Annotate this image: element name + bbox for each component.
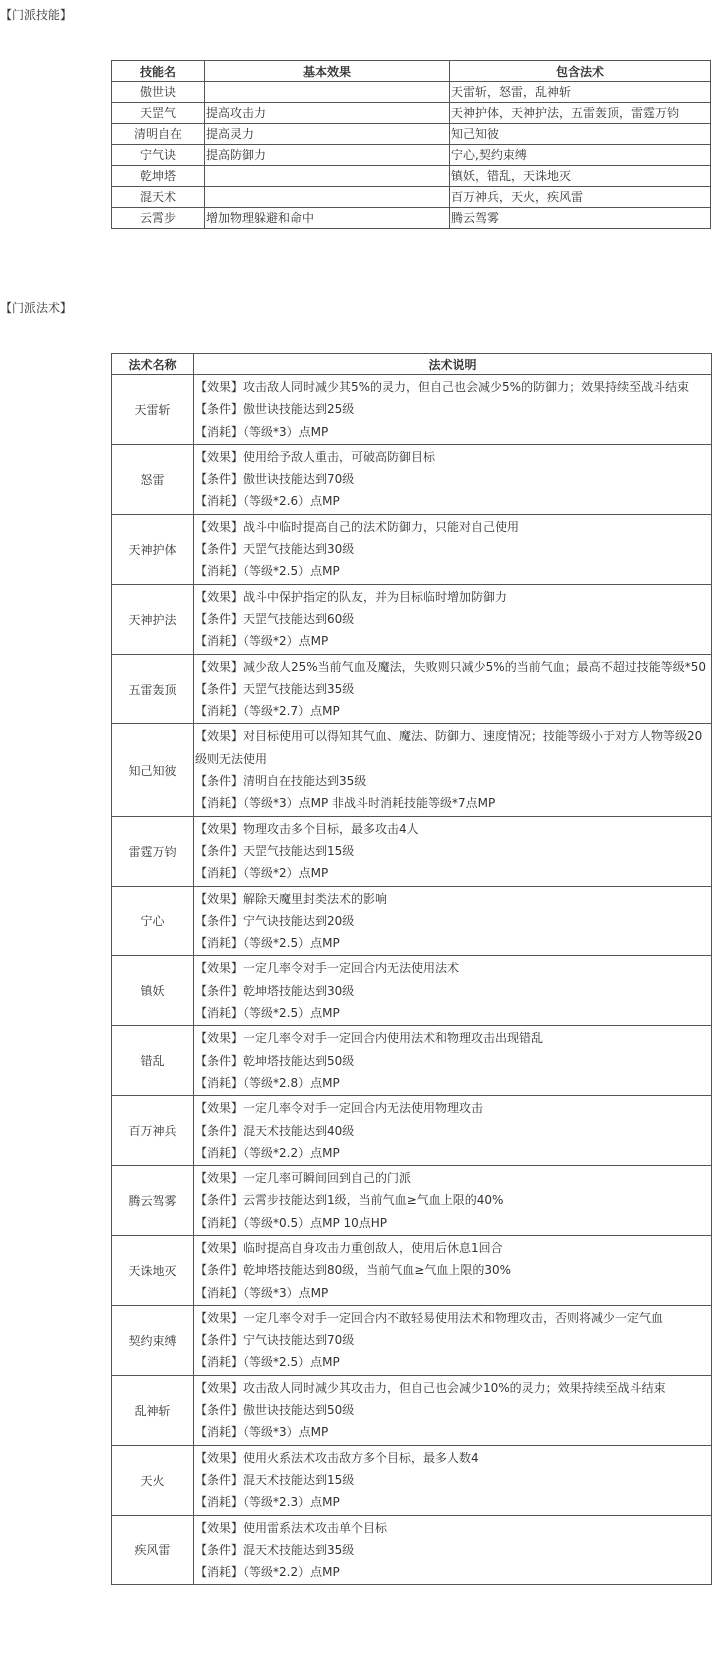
- spell-description-line: 【条件】天罡气技能达到35级: [195, 681, 355, 696]
- skill-row: [112, 124, 711, 145]
- spell-description-cell: [194, 514, 712, 584]
- skill-name-cell: 乾坤塔: [112, 166, 205, 187]
- spell-description-cell: [194, 444, 712, 514]
- spell-description-cell: [194, 375, 712, 445]
- spells-table: [111, 353, 712, 1585]
- spell-row: [112, 1235, 712, 1305]
- spell-row: [112, 514, 712, 584]
- spell-description-line: 【效果】对目标使用可以得知其气血、魔法、防御力、速度情况；技能等级小于对方人物等级20级则无法使用: [195, 729, 703, 766]
- spell-description-line: 【条件】乾坤塔技能达到30级: [195, 983, 355, 998]
- skill-spells-cell: 知己知彼: [450, 124, 711, 145]
- spell-row: [112, 886, 712, 956]
- spell-description-cell: [194, 1235, 712, 1305]
- spells-header-row: [112, 354, 712, 375]
- spell-description-cell: [194, 1166, 712, 1236]
- spell-description-line: 【效果】一定几率可瞬间回到自己的门派: [195, 1171, 412, 1186]
- spell-description-line: 【效果】临时提高自身攻击力重创敌人，使用后休息1回合: [195, 1240, 503, 1255]
- spell-name-cell: 契约束缚: [112, 1305, 194, 1375]
- skill-row: [112, 103, 711, 124]
- skill-name-cell: 宁气诀: [112, 145, 205, 166]
- spell-description-line: 【条件】宁气诀技能达到20级: [195, 913, 355, 928]
- skill-row: [112, 166, 711, 187]
- skill-name-cell: 傲世诀: [112, 82, 205, 103]
- skill-effect-cell: [205, 166, 450, 187]
- spell-description-cell: [194, 1445, 712, 1515]
- spell-description-cell: [194, 816, 712, 886]
- spell-row: [112, 584, 712, 654]
- spell-description-cell: [194, 886, 712, 956]
- spell-description-line: 【消耗】（等级*2.5）点MP: [195, 1006, 340, 1021]
- spell-description-cell: [194, 1515, 712, 1585]
- skills-heading: 【门派技能】: [0, 8, 73, 22]
- spell-description-line: 【效果】一定几率令对手一定回合内无法使用法术: [195, 961, 460, 976]
- spell-description-line: 【消耗】（等级*2.5）点MP: [195, 936, 340, 951]
- spell-description-line: 【消耗】（等级*2.5）点MP: [195, 564, 340, 579]
- spell-row: [112, 444, 712, 514]
- spell-name-cell: 天神护体: [112, 514, 194, 584]
- spell-description-cell: [194, 724, 712, 816]
- spell-name-cell: 天火: [112, 1445, 194, 1515]
- spell-description-line: 【效果】一定几率令对手一定回合内无法使用物理攻击: [195, 1101, 484, 1116]
- spell-description-line: 【条件】混天术技能达到15级: [195, 1472, 355, 1487]
- skill-spells-cell: 宁心,契约束缚: [450, 145, 711, 166]
- spell-description-cell: [194, 1305, 712, 1375]
- spell-description-cell: [194, 1026, 712, 1096]
- header-spell-name: 法术名称: [112, 354, 194, 375]
- spell-description-line: 【效果】一定几率令对手一定回合内不敢轻易使用法术和物理攻击，否则将减少一定气血: [195, 1310, 664, 1325]
- skill-effect-cell: 提高攻击力: [205, 103, 450, 124]
- spell-name-cell: 宁心: [112, 886, 194, 956]
- spell-description-line: 【效果】使用火系法术攻击敌方多个目标，最多人数4: [195, 1450, 479, 1465]
- spell-description-line: 【条件】傲世诀技能达到70级: [195, 472, 355, 487]
- spell-description-line: 【消耗】（等级*2.6）点MP: [195, 494, 340, 509]
- skill-effect-cell: [205, 82, 450, 103]
- spell-name-cell: 天诛地灭: [112, 1235, 194, 1305]
- spell-description-line: 【条件】天罡气技能达到30级: [195, 542, 355, 557]
- spell-description-cell: [194, 1375, 712, 1445]
- skill-effect-cell: 提高灵力: [205, 124, 450, 145]
- spell-description-line: 【消耗】（等级*2.5）点MP: [195, 1355, 340, 1370]
- spell-description-line: 【消耗】（等级*2）点MP: [195, 634, 329, 649]
- skill-spells-cell: 镇妖，错乱，天诛地灭: [450, 166, 711, 187]
- skill-spells-cell: 百万神兵，天火，疾风雷: [450, 187, 711, 208]
- spell-description-line: 【条件】混天术技能达到40级: [195, 1123, 355, 1138]
- skills-table: [111, 60, 711, 229]
- spell-description-line: 【效果】战斗中临时提高自己的法术防御力，只能对自己使用: [195, 519, 520, 534]
- spell-description-cell: [194, 1096, 712, 1166]
- spell-name-cell: 五雷轰顶: [112, 654, 194, 724]
- spell-row: [112, 724, 712, 816]
- spell-description-line: 【条件】乾坤塔技能达到50级: [195, 1053, 355, 1068]
- spell-description-line: 【消耗】（等级*2.2）点MP: [195, 1145, 340, 1160]
- skill-effect-cell: [205, 187, 450, 208]
- spell-description-line: 【条件】天罡气技能达到60级: [195, 611, 355, 626]
- skill-row: [112, 145, 711, 166]
- spell-row: [112, 1026, 712, 1096]
- skill-spells-cell: 腾云驾雾: [450, 208, 711, 229]
- header-skill-name: 技能名: [112, 61, 205, 82]
- spell-description-cell: [194, 584, 712, 654]
- spell-row: [112, 1305, 712, 1375]
- spell-description-line: 【效果】一定几率令对手一定回合内使用法术和物理攻击出现错乱: [195, 1031, 544, 1046]
- spell-description-line: 【条件】云霄步技能达到1级，当前气血≥气血上限的40%: [195, 1193, 504, 1208]
- spell-row: [112, 1096, 712, 1166]
- spell-description-line: 【消耗】（等级*0.5）点MP 10点HP: [195, 1215, 388, 1230]
- spells-heading: 【门派法术】: [0, 301, 73, 315]
- spell-description-line: 【消耗】（等级*2.2）点MP: [195, 1565, 340, 1580]
- spell-row: [112, 816, 712, 886]
- spell-row: [112, 375, 712, 445]
- skill-row: [112, 208, 711, 229]
- spell-description-line: 【消耗】（等级*2.3）点MP: [195, 1495, 340, 1510]
- spell-name-cell: 腾云驾雾: [112, 1166, 194, 1236]
- header-included-spells: 包含法术: [450, 61, 711, 82]
- spell-description-line: 【条件】清明自在技能达到35级: [195, 774, 367, 789]
- skill-effect-cell: 提高防御力: [205, 145, 450, 166]
- spell-description-line: 【条件】乾坤塔技能达到80级，当前气血≥气血上限的30%: [195, 1263, 511, 1278]
- skill-spells-cell: 天神护体，天神护法，五雷轰顶，雷霆万钧: [450, 103, 711, 124]
- spell-description-line: 【消耗】（等级*2.7）点MP: [195, 704, 340, 719]
- spell-description-line: 【条件】傲世诀技能达到50级: [195, 1403, 355, 1418]
- spell-name-cell: 乱神斩: [112, 1375, 194, 1445]
- skill-effect-cell: 增加物理躲避和命中: [205, 208, 450, 229]
- spell-name-cell: 雷霆万钧: [112, 816, 194, 886]
- spell-name-cell: 镇妖: [112, 956, 194, 1026]
- spell-description-line: 【效果】减少敌人25%当前气血及魔法，失败则只减少5%的当前气血；最高不超过技能等级*50: [195, 659, 706, 674]
- skill-spells-cell: 天雷斩，怒雷，乱神斩: [450, 82, 711, 103]
- spell-description-line: 【消耗】（等级*2）点MP: [195, 866, 329, 881]
- spell-description-line: 【消耗】（等级*3）点MP 非战斗时消耗技能等级*7点MP: [195, 796, 496, 811]
- spell-description-line: 【效果】使用给予敌人重击，可破高防御目标: [195, 449, 436, 464]
- spell-name-cell: 天雷斩: [112, 375, 194, 445]
- spell-description-cell: [194, 956, 712, 1026]
- spell-name-cell: 错乱: [112, 1026, 194, 1096]
- skill-name-cell: 云霄步: [112, 208, 205, 229]
- spell-description-line: 【条件】天罡气技能达到15级: [195, 843, 355, 858]
- spell-description-line: 【消耗】（等级*3）点MP: [195, 424, 329, 439]
- spell-description-line: 【效果】攻击敌人同时减少其攻击力，但自己也会减少10%的灵力；效果持续至战斗结束: [195, 1380, 666, 1395]
- spell-description-line: 【效果】使用雷系法术攻击单个目标: [195, 1520, 388, 1535]
- spell-description-line: 【效果】战斗中保护指定的队友，并为目标临时增加防御力: [195, 589, 508, 604]
- spell-row: [112, 654, 712, 724]
- spell-description-line: 【消耗】（等级*3）点MP: [195, 1285, 329, 1300]
- skill-name-cell: 混天术: [112, 187, 205, 208]
- spell-name-cell: 天神护法: [112, 584, 194, 654]
- skill-name-cell: 天罡气: [112, 103, 205, 124]
- spell-name-cell: 百万神兵: [112, 1096, 194, 1166]
- spell-row: [112, 1445, 712, 1515]
- spell-description-line: 【消耗】（等级*3）点MP: [195, 1425, 329, 1440]
- header-basic-effect: 基本效果: [205, 61, 450, 82]
- spell-description-line: 【消耗】（等级*2.8）点MP: [195, 1075, 340, 1090]
- spell-description-cell: [194, 654, 712, 724]
- spell-description-line: 【条件】混天术技能达到35级: [195, 1542, 355, 1557]
- spell-description-line: 【效果】攻击敌人同时减少其5%的灵力，但自己也会减少5%的防御力；效果持续至战斗结束: [195, 380, 690, 394]
- spell-name-cell: 怒雷: [112, 444, 194, 514]
- spell-description-line: 【条件】傲世诀技能达到25级: [195, 402, 355, 417]
- spell-row: [112, 1515, 712, 1585]
- spell-description-line: 【效果】解除天魔里封类法术的影响: [195, 891, 388, 906]
- spell-row: [112, 956, 712, 1026]
- spell-description-line: 【条件】宁气诀技能达到70级: [195, 1333, 355, 1348]
- spell-description-line: 【效果】物理攻击多个目标，最多攻击4人: [195, 821, 419, 836]
- skill-name-cell: 清明自在: [112, 124, 205, 145]
- spell-name-cell: 知己知彼: [112, 724, 194, 816]
- spell-name-cell: 疾风雷: [112, 1515, 194, 1585]
- spell-row: [112, 1166, 712, 1236]
- skill-row: [112, 82, 711, 103]
- skills-header-row: [112, 61, 711, 82]
- skill-row: [112, 187, 711, 208]
- header-spell-description: 法术说明: [194, 354, 712, 375]
- spell-row: [112, 1375, 712, 1445]
